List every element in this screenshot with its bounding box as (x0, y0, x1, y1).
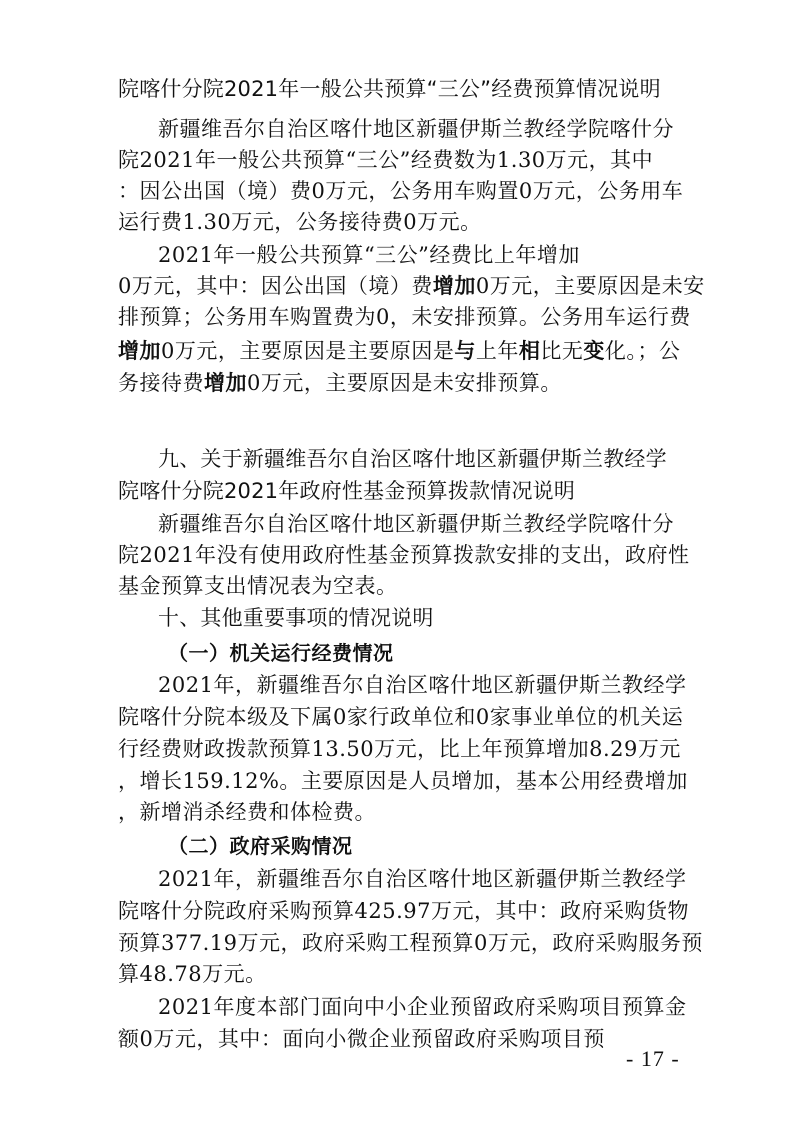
fund-title-line1: 九、关于新疆维吾尔自治区喀什地区新疆伊斯兰教经学 (158, 447, 667, 471)
fund-para-line2: 院2021年没有使用政府性基金预算拨款安排的支出，政府性 (118, 543, 690, 567)
sangong-para2-line1: 2021年一般公共预算“三公”经费比上年增加 (158, 243, 580, 267)
sub2-title: （二）政府采购情况 (168, 834, 353, 858)
text-run: 上年 (475, 339, 519, 363)
text-run: 0万元，主要原因是未安排预算。 (247, 371, 562, 395)
sangong-para1-line3: ：因公出国（境）费0万元，公务用车购置0万元，公务用车 (118, 179, 684, 203)
text-run: 0万元，主要原因是主要原因是 (161, 339, 455, 363)
sub2-para-line4: 算48.78万元。 (118, 962, 267, 986)
bold-run: 增加 (432, 274, 476, 298)
fund-title-line2: 院喀什分院2021年政府性基金预算拨款情况说明 (118, 479, 576, 503)
bold-run: 与 (454, 339, 476, 363)
sub1-para-line1: 2021年，新疆维吾尔自治区喀什地区新疆伊斯兰教经学 (158, 673, 687, 697)
sub2-para2-line2: 额0万元，其中：面向小微企业预留政府采购项目预 (118, 1027, 605, 1051)
sub1-para-line3: 行经费财政拨款预算13.50万元，比上年预算增加8.29万元 (118, 737, 681, 761)
sub2-para-line2: 院喀什分院政府采购预算425.97万元，其中：政府采购货物 (118, 899, 689, 923)
sub2-para2-line1: 2021年度本部门面向中小企业预留政府采购项目预算金 (158, 995, 687, 1019)
text-run: 0万元，主要原因是未安 (475, 274, 705, 298)
bold-run: 增加 (118, 339, 161, 363)
sub1-para-line5: ，新增消杀经费和体检费。 (118, 800, 376, 824)
sangong-para1-line2: 院2021年一般公共预算“三公”经费数为1.30万元，其中 (118, 148, 654, 172)
page-number: - 17 - (626, 1046, 680, 1071)
bold-run: 变 (583, 339, 605, 363)
sub2-para-line3: 预算377.19万元，政府采购工程预算0万元，政府采购服务预 (118, 931, 703, 955)
sangong-para1-line4: 运行费1.30万元，公务接待费0万元。 (118, 210, 482, 234)
sub1-para-line2: 院喀什分院本级及下属0家行政单位和0家事业单位的机关运 (118, 705, 684, 729)
text-run: 0万元，其中：因公出国（境）费 (118, 274, 433, 298)
fund-para-line3: 基金预算支出情况表为空表。 (118, 574, 398, 598)
sangong-title: 院喀什分院2021年一般公共预算“三公”经费预算情况说明 (118, 77, 661, 101)
bold-run: 相 (518, 339, 541, 363)
sangong-para2-line5 (118, 368, 562, 398)
text-run: 务接待费 (118, 371, 204, 395)
sub2-para-line1: 2021年，新疆维吾尔自治区喀什地区新疆伊斯兰教经学 (158, 867, 687, 891)
sangong-para2-line3: 排预算；公务用车购置费为0，未安排预算。公务用车运行费 (118, 305, 691, 329)
text-run: 化。；公 (604, 339, 681, 363)
sangong-para2-line2 (118, 271, 705, 301)
sub1-title: （一）机关运行经费情况 (168, 641, 394, 665)
text-run: 比无 (540, 339, 584, 363)
sangong-para2-line4 (118, 336, 680, 366)
other-title: 十、其他重要事项的情况说明 (158, 606, 434, 630)
fund-para-line1: 新疆维吾尔自治区喀什地区新疆伊斯兰教经学院喀什分 (158, 512, 674, 536)
bold-run: 增加 (204, 371, 247, 395)
sangong-para1-line1: 新疆维吾尔自治区喀什地区新疆伊斯兰教经学院喀什分 (158, 117, 674, 141)
sub1-para-line4: ，增长159.12%。主要原因是人员增加，基本公用经费增加 (118, 769, 688, 793)
